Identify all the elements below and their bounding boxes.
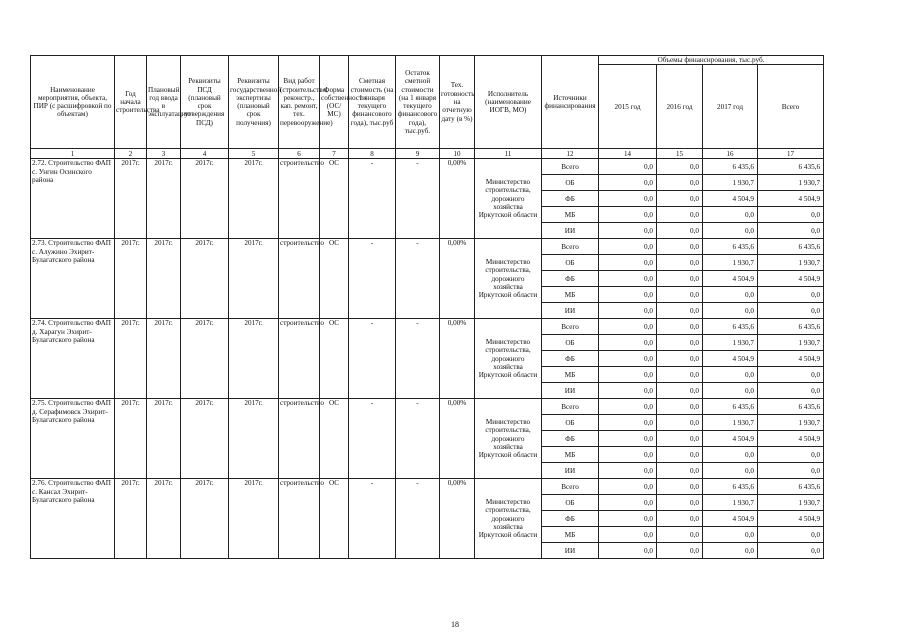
funding-value: 0,0 <box>599 191 657 207</box>
funding-value: 0,0 <box>599 303 657 319</box>
funding-value: 1 930,7 <box>758 495 824 511</box>
funding-value: 0,0 <box>657 287 703 303</box>
funding-value: 1 930,7 <box>758 255 824 271</box>
funding-value: 0,0 <box>657 191 703 207</box>
funding-value: 0,0 <box>599 511 657 527</box>
funding-value: 0,0 <box>599 335 657 351</box>
object-work-type: строительство <box>279 319 320 399</box>
funding-value: 6 435,6 <box>703 479 758 495</box>
table-row <box>31 239 824 255</box>
funding-value: 6 435,6 <box>703 319 758 335</box>
object-remaining-cost: - <box>396 479 440 559</box>
object-state-exam: 2017г. <box>229 159 279 239</box>
source-label: Всего <box>542 399 599 415</box>
object-psd: 2017г. <box>181 319 229 399</box>
funding-value: 0,0 <box>657 255 703 271</box>
object-estimated-cost: - <box>349 399 396 479</box>
object-ownership: ОС <box>320 399 349 479</box>
column-number: 5 <box>229 149 279 159</box>
funding-value: 0,0 <box>703 543 758 559</box>
funding-value: 0,0 <box>599 207 657 223</box>
funding-value: 0,0 <box>599 175 657 191</box>
funding-value: 1 930,7 <box>703 495 758 511</box>
column-number: 2 <box>115 149 147 159</box>
funding-value: 4 504,9 <box>758 271 824 287</box>
object-name: 2.72. Строительство ФАП с. Унгин Осинского района <box>31 159 115 239</box>
funding-value: 6 435,6 <box>758 159 824 175</box>
header-2016: 2016 год <box>657 65 703 149</box>
funding-value: 0,0 <box>657 303 703 319</box>
source-label: ИИ <box>542 383 599 399</box>
object-executor: Министерство строительства, дорожного хозяйства Иркутской области <box>475 159 542 239</box>
object-executor: Министерство строительства, дорожного хозяйства Иркутской области <box>475 319 542 399</box>
funding-value: 0,0 <box>599 287 657 303</box>
object-planned-year: 2017г. <box>147 239 181 319</box>
object-psd: 2017г. <box>181 159 229 239</box>
object-work-type: строительство <box>279 239 320 319</box>
funding-value: 0,0 <box>657 319 703 335</box>
source-label: ОБ <box>542 495 599 511</box>
source-label: ИИ <box>542 303 599 319</box>
source-label: Всего <box>542 319 599 335</box>
source-label: ОБ <box>542 415 599 431</box>
column-number: 1 <box>31 149 115 159</box>
funding-value: 0,0 <box>657 159 703 175</box>
funding-value: 0,0 <box>599 255 657 271</box>
header-year-start: Год начала строительства <box>115 56 147 149</box>
table-row <box>31 319 824 335</box>
source-label: МБ <box>542 287 599 303</box>
source-label: ФБ <box>542 511 599 527</box>
object-name: 2.73. Строительство ФАП с. Алужино Эхирит-Булагатского района <box>31 239 115 319</box>
funding-value: 0,0 <box>599 367 657 383</box>
funding-value: 0,0 <box>657 271 703 287</box>
column-number: 4 <box>181 149 229 159</box>
funding-value: 0,0 <box>599 223 657 239</box>
funding-value: 1 930,7 <box>758 415 824 431</box>
funding-value: 0,0 <box>758 527 824 543</box>
funding-value: 0,0 <box>657 239 703 255</box>
object-executor: Министерство строительства, дорожного хозяйства Иркутской области <box>475 479 542 559</box>
object-name: 2.76. Строительство ФАП с. Кансал Эхирит-Булагатского района <box>31 479 115 559</box>
object-remaining-cost: - <box>396 239 440 319</box>
object-readiness: 0,00% <box>440 239 475 319</box>
object-remaining-cost: - <box>396 399 440 479</box>
object-ownership: ОС <box>320 159 349 239</box>
source-label: ФБ <box>542 271 599 287</box>
page-number: 18 <box>451 620 459 629</box>
source-label: ОБ <box>542 255 599 271</box>
funding-value: 0,0 <box>599 463 657 479</box>
funding-value: 6 435,6 <box>758 479 824 495</box>
funding-value: 0,0 <box>599 159 657 175</box>
object-name: 2.75. Строительство ФАП д. Серафимовск Эхирит-Булагатского района <box>31 399 115 479</box>
funding-value: 0,0 <box>703 207 758 223</box>
column-number: 10 <box>440 149 475 159</box>
funding-value: 0,0 <box>657 223 703 239</box>
funding-value: 0,0 <box>599 399 657 415</box>
column-number: 17 <box>758 149 824 159</box>
object-year-start: 2017г. <box>115 479 147 559</box>
funding-value: 0,0 <box>758 543 824 559</box>
source-label: Всего <box>542 239 599 255</box>
object-remaining-cost: - <box>396 319 440 399</box>
object-state-exam: 2017г. <box>229 479 279 559</box>
source-label: ФБ <box>542 351 599 367</box>
column-number: 9 <box>396 149 440 159</box>
funding-value: 0,0 <box>599 351 657 367</box>
source-label: Всего <box>542 479 599 495</box>
funding-value: 0,0 <box>657 527 703 543</box>
header-total: Всего <box>758 65 824 149</box>
object-psd: 2017г. <box>181 239 229 319</box>
object-state-exam: 2017г. <box>229 399 279 479</box>
funding-value: 6 435,6 <box>758 399 824 415</box>
object-planned-year: 2017г. <box>147 319 181 399</box>
funding-value: 0,0 <box>703 527 758 543</box>
funding-value: 4 504,9 <box>758 351 824 367</box>
funding-value: 0,0 <box>599 239 657 255</box>
object-work-type: строительство <box>279 159 320 239</box>
column-number: 16 <box>703 149 758 159</box>
funding-value: 0,0 <box>703 447 758 463</box>
column-number: 6 <box>279 149 320 159</box>
object-estimated-cost: - <box>349 479 396 559</box>
source-label: ФБ <box>542 431 599 447</box>
object-year-start: 2017г. <box>115 319 147 399</box>
funding-value: 0,0 <box>599 495 657 511</box>
header-psd: Реквизиты ПСД (плановый срок утверждения ПСД) <box>181 56 229 149</box>
funding-value: 0,0 <box>703 303 758 319</box>
object-year-start: 2017г. <box>115 159 147 239</box>
object-readiness: 0,00% <box>440 479 475 559</box>
header-2017: 2017 год <box>703 65 758 149</box>
header-work-type: Вид работ (строительство, реконстр., кап. ремонт, тех. перевооружение) <box>279 56 320 149</box>
funding-value: 6 435,6 <box>703 399 758 415</box>
source-label: МБ <box>542 447 599 463</box>
object-planned-year: 2017г. <box>147 479 181 559</box>
funding-value: 0,0 <box>599 543 657 559</box>
header-executor: Исполнитель (наименование ИОГВ, МО) <box>475 56 542 149</box>
header-ownership: Форма собственности (ОС/МС) <box>320 56 349 149</box>
header-remaining-cost: Остаток сметной стоимости (на 1 января текущего финансового года), тыс.руб. <box>396 56 440 149</box>
funding-value: 0,0 <box>599 431 657 447</box>
funding-value: 4 504,9 <box>703 431 758 447</box>
object-psd: 2017г. <box>181 399 229 479</box>
header-sources: Источники финансирования <box>542 56 599 149</box>
funding-value: 0,0 <box>657 175 703 191</box>
funding-value: 4 504,9 <box>758 511 824 527</box>
funding-value: 6 435,6 <box>703 239 758 255</box>
funding-value: 0,0 <box>657 367 703 383</box>
column-number: 8 <box>349 149 396 159</box>
column-number-row <box>31 149 824 159</box>
funding-value: 0,0 <box>758 207 824 223</box>
object-ownership: ОС <box>320 319 349 399</box>
funding-value: 0,0 <box>703 463 758 479</box>
funding-value: 0,0 <box>599 479 657 495</box>
funding-value: 4 504,9 <box>703 191 758 207</box>
source-label: ОБ <box>542 335 599 351</box>
object-executor: Министерство строительства, дорожного хозяйства Иркутской области <box>475 239 542 319</box>
column-number: 11 <box>475 149 542 159</box>
table-row <box>31 479 824 495</box>
funding-value: 0,0 <box>657 495 703 511</box>
funding-value: 0,0 <box>657 511 703 527</box>
funding-value: 0,0 <box>599 271 657 287</box>
funding-value: 4 504,9 <box>703 271 758 287</box>
funding-value: 0,0 <box>599 383 657 399</box>
source-label: МБ <box>542 527 599 543</box>
column-number: 3 <box>147 149 181 159</box>
funding-value: 1 930,7 <box>758 335 824 351</box>
object-work-type: строительство <box>279 399 320 479</box>
object-readiness: 0,00% <box>440 399 475 479</box>
funding-value: 0,0 <box>657 383 703 399</box>
funding-value: 6 435,6 <box>703 159 758 175</box>
funding-value: 0,0 <box>758 367 824 383</box>
funding-value: 0,0 <box>657 415 703 431</box>
funding-value: 4 504,9 <box>758 431 824 447</box>
object-psd: 2017г. <box>181 479 229 559</box>
object-state-exam: 2017г. <box>229 319 279 399</box>
funding-value: 0,0 <box>657 399 703 415</box>
funding-value: 0,0 <box>599 415 657 431</box>
object-ownership: ОС <box>320 239 349 319</box>
funding-value: 0,0 <box>758 287 824 303</box>
funding-value: 0,0 <box>703 287 758 303</box>
header-state-exam: Реквизиты государственной экспертизы (плановый срок получения) <box>229 56 279 149</box>
funding-value: 0,0 <box>657 335 703 351</box>
object-state-exam: 2017г. <box>229 239 279 319</box>
object-readiness: 0,00% <box>440 319 475 399</box>
column-number: 7 <box>320 149 349 159</box>
funding-value: 0,0 <box>599 527 657 543</box>
funding-value: 6 435,6 <box>758 319 824 335</box>
funding-value: 0,0 <box>758 447 824 463</box>
source-label: ИИ <box>542 543 599 559</box>
funding-value: 1 930,7 <box>703 415 758 431</box>
source-label: ИИ <box>542 223 599 239</box>
funding-value: 1 930,7 <box>758 175 824 191</box>
source-label: ИИ <box>542 463 599 479</box>
funding-value: 0,0 <box>758 463 824 479</box>
funding-value: 0,0 <box>703 367 758 383</box>
funding-value: 0,0 <box>703 223 758 239</box>
header-estimated-cost: Сметная стоимость (на 1 января текущего финансового года), тыс.руб <box>349 56 396 149</box>
object-planned-year: 2017г. <box>147 159 181 239</box>
object-name: 2.74. Строительство ФАП д. Харагун Эхирит-Булагатского района <box>31 319 115 399</box>
object-ownership: ОС <box>320 479 349 559</box>
header-planned-year: Плановый год ввода в эксплуатацию <box>147 56 181 149</box>
column-number: 15 <box>657 149 703 159</box>
funding-value: 4 504,9 <box>703 511 758 527</box>
source-label: МБ <box>542 367 599 383</box>
funding-value: 4 504,9 <box>758 191 824 207</box>
table-row <box>31 159 824 175</box>
object-estimated-cost: - <box>349 319 396 399</box>
funding-value: 1 930,7 <box>703 175 758 191</box>
header-readiness: Тех. готовность на отчетную дату (в %) <box>440 56 475 149</box>
header-name: Наименование мероприятия, объекта, ПИР (с расшифровкой по объектам) <box>31 56 115 149</box>
column-number: 14 <box>599 149 657 159</box>
header-funding: Объемы финансирования, тыс.руб. <box>599 56 824 65</box>
source-label: ФБ <box>542 191 599 207</box>
funding-value: 0,0 <box>657 463 703 479</box>
source-label: МБ <box>542 207 599 223</box>
object-year-start: 2017г. <box>115 399 147 479</box>
funding-value: 0,0 <box>599 447 657 463</box>
funding-value: 4 504,9 <box>703 351 758 367</box>
funding-value: 0,0 <box>657 479 703 495</box>
header-2015: 2015 год <box>599 65 657 149</box>
table-row <box>31 399 824 415</box>
funding-value: 0,0 <box>703 383 758 399</box>
object-work-type: строительство <box>279 479 320 559</box>
column-number: 12 <box>542 149 599 159</box>
object-executor: Министерство строительства, дорожного хозяйства Иркутской области <box>475 399 542 479</box>
funding-value: 0,0 <box>657 447 703 463</box>
funding-value: 0,0 <box>657 431 703 447</box>
object-estimated-cost: - <box>349 159 396 239</box>
funding-value: 1 930,7 <box>703 335 758 351</box>
funding-value: 1 930,7 <box>703 255 758 271</box>
funding-value: 0,0 <box>758 223 824 239</box>
funding-value: 0,0 <box>599 319 657 335</box>
source-label: Всего <box>542 159 599 175</box>
funding-value: 0,0 <box>657 543 703 559</box>
funding-value: 0,0 <box>758 303 824 319</box>
funding-table <box>30 55 824 559</box>
object-year-start: 2017г. <box>115 239 147 319</box>
funding-value: 6 435,6 <box>758 239 824 255</box>
source-label: ОБ <box>542 175 599 191</box>
funding-value: 0,0 <box>657 207 703 223</box>
funding-value: 0,0 <box>657 351 703 367</box>
object-readiness: 0,00% <box>440 159 475 239</box>
funding-value: 0,0 <box>758 383 824 399</box>
object-remaining-cost: - <box>396 159 440 239</box>
object-estimated-cost: - <box>349 239 396 319</box>
object-planned-year: 2017г. <box>147 399 181 479</box>
